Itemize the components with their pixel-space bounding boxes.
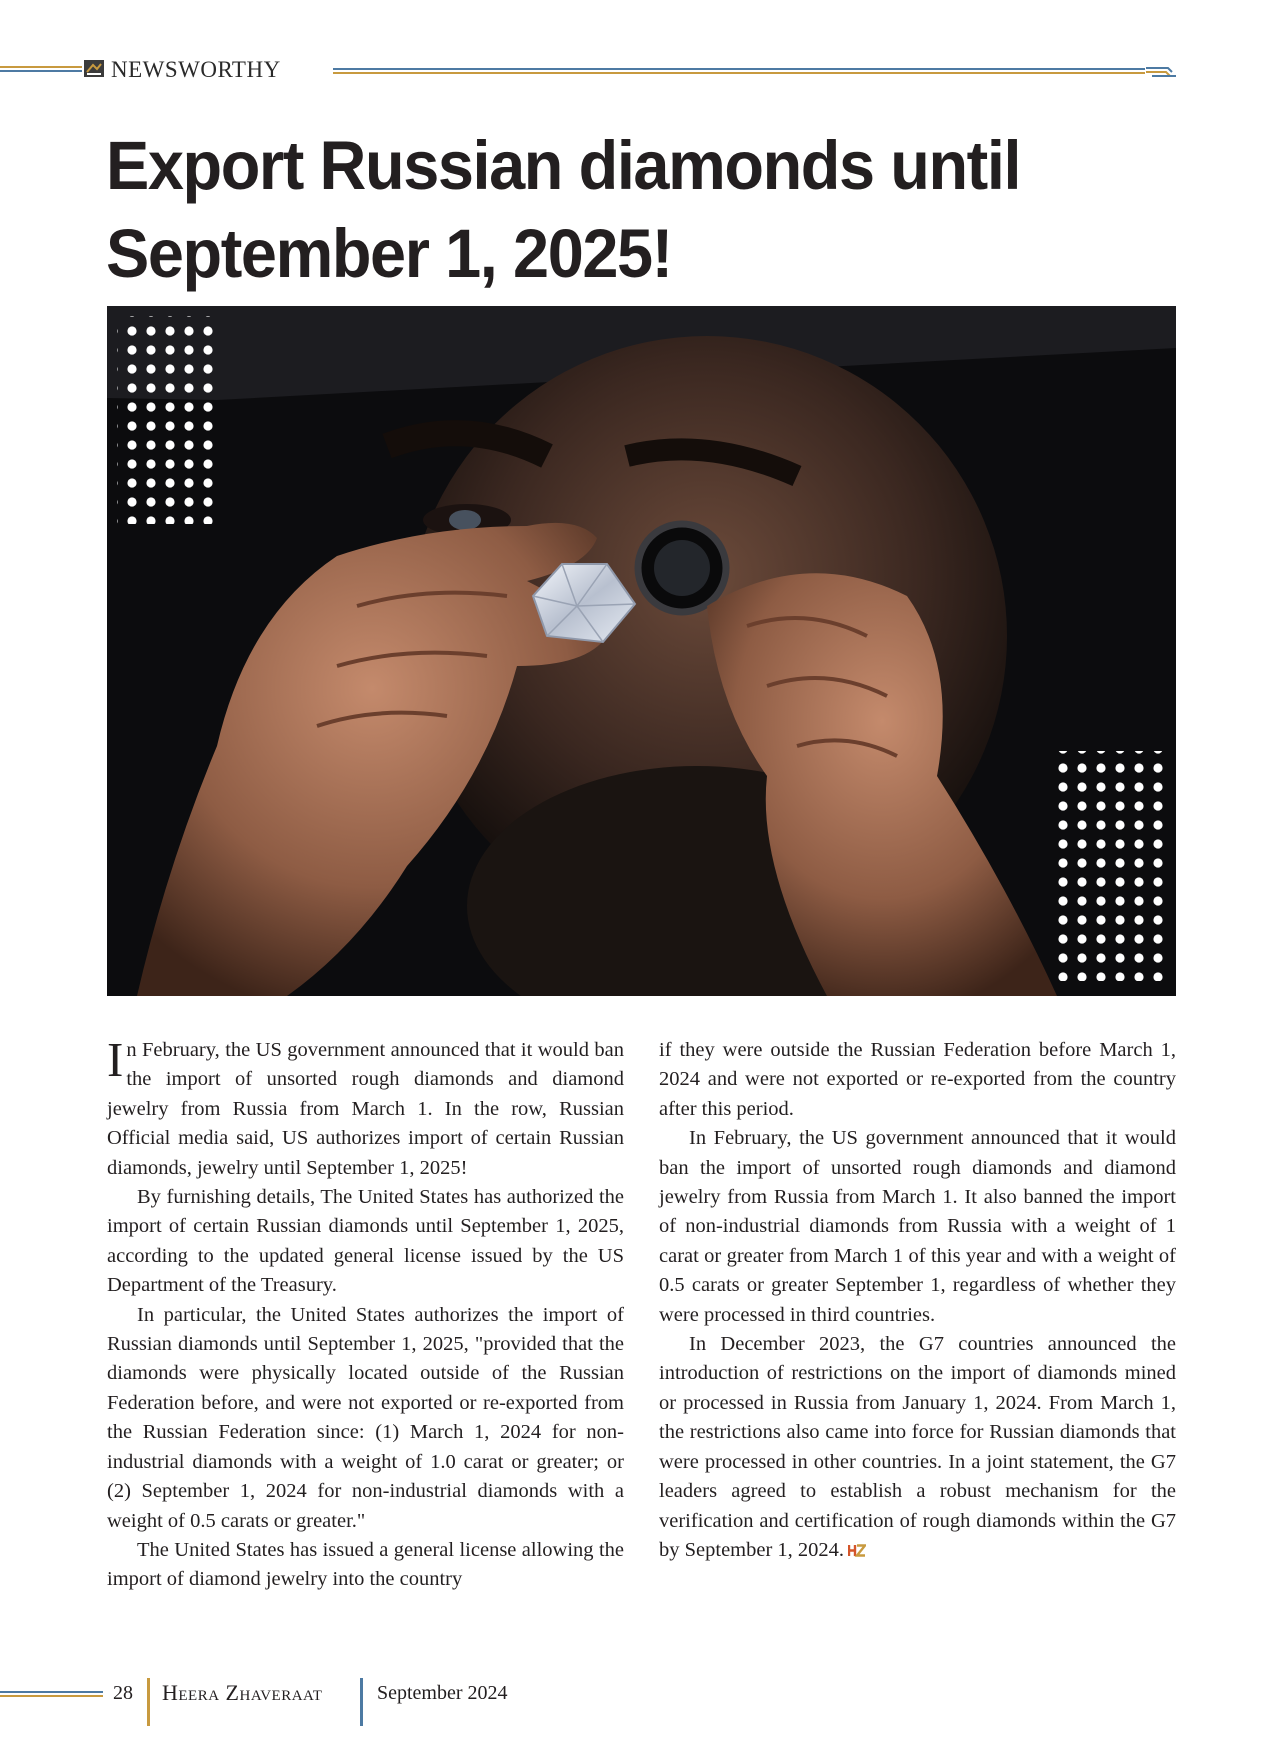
article-title: Export Russian diamonds until September 1, 2025! bbox=[106, 127, 1021, 292]
paragraph-6 bbox=[659, 1330, 1176, 1565]
issue-date: September 2024 bbox=[377, 1682, 508, 1704]
article-photo bbox=[107, 306, 1176, 996]
jeweler-loupe-diamond-photo bbox=[107, 306, 1176, 996]
paragraph-5: In February, the US government announced that it would ban the import of unsorted rough diamonds and diamond jewelry from Russia from March 1. It also banned the import of non-industrial diamonds from Russia with a weight of 1 carat or greater from March 1 of this year and with a weight of 0.5 carats or greater September 1, regardless of whether they were processed in third countries. bbox=[659, 1127, 1176, 1326]
article-body-left-column bbox=[107, 1032, 624, 1595]
paragraph-1 bbox=[107, 1032, 624, 1183]
publication-name: Heera Zhaveraat bbox=[162, 1680, 323, 1705]
header-rule-right bbox=[333, 68, 1145, 76]
paragraph-4: The United States has issued a general license allowing the import of diamond jewelry into the country bbox=[107, 1538, 624, 1591]
section-label: NEWSWORTHY bbox=[111, 57, 281, 82]
footer-divider-gold bbox=[147, 1678, 150, 1726]
hz-end-mark-icon bbox=[848, 1544, 866, 1557]
paragraph-2: By furnishing details, The United States has authorized the import of certain Russian diamonds until September 1, 2025, according to the updated general license issued by the US Department of the Treasury. bbox=[107, 1186, 624, 1297]
paragraph-4-continued: if they were outside the Russian Federation before March 1, 2024 and were not exported or re-exported from the country after this period. bbox=[659, 1039, 1176, 1120]
header-rule-left bbox=[0, 66, 82, 74]
page-number: 28 bbox=[113, 1682, 133, 1704]
header-rule-ornament bbox=[1146, 66, 1176, 78]
footer-divider-blue bbox=[360, 1678, 363, 1726]
paragraph-1-text: n February, the US government announced that it would ban the import of unsorted rough diamonds and diamond jewelry from Russia from March 1. In the row, Russian Official media said, US authorizes import of certain Russian diamonds, jewelry until September 1, 2025! bbox=[107, 1039, 624, 1179]
paragraph-3: In particular, the United States authorizes the import of Russian diamonds until September 1, 2025, "provided that the diamonds were physically located outside of the Russian Federation before, and were not exported or re-exported from the Russian Federation since: (1) March 1, 2024 for non-industrial diamonds with a weight of 1.0 carat or greater; or (2) September 1, 2024 for non-industrial diamonds with a weight of 0.5 carats or greater." bbox=[107, 1303, 624, 1532]
publication-logo-icon bbox=[84, 60, 104, 77]
article-body-right-column bbox=[659, 1036, 1176, 1565]
paragraph-6-text: In December 2023, the G7 countries announced the introduction of restrictions on the import of diamonds mined or processed in Russia from January 1, 2024. From March 1, the restrictions also came into force for Russian diamonds that were processed in other countries. In a joint statement, the G7 leaders agreed to establish a robust mechanism for the verification and certification of rough diamonds within the G7 by September 1, 2024. bbox=[659, 1333, 1176, 1561]
drop-cap: I bbox=[107, 1032, 124, 1087]
footer-rule-left bbox=[0, 1691, 103, 1699]
